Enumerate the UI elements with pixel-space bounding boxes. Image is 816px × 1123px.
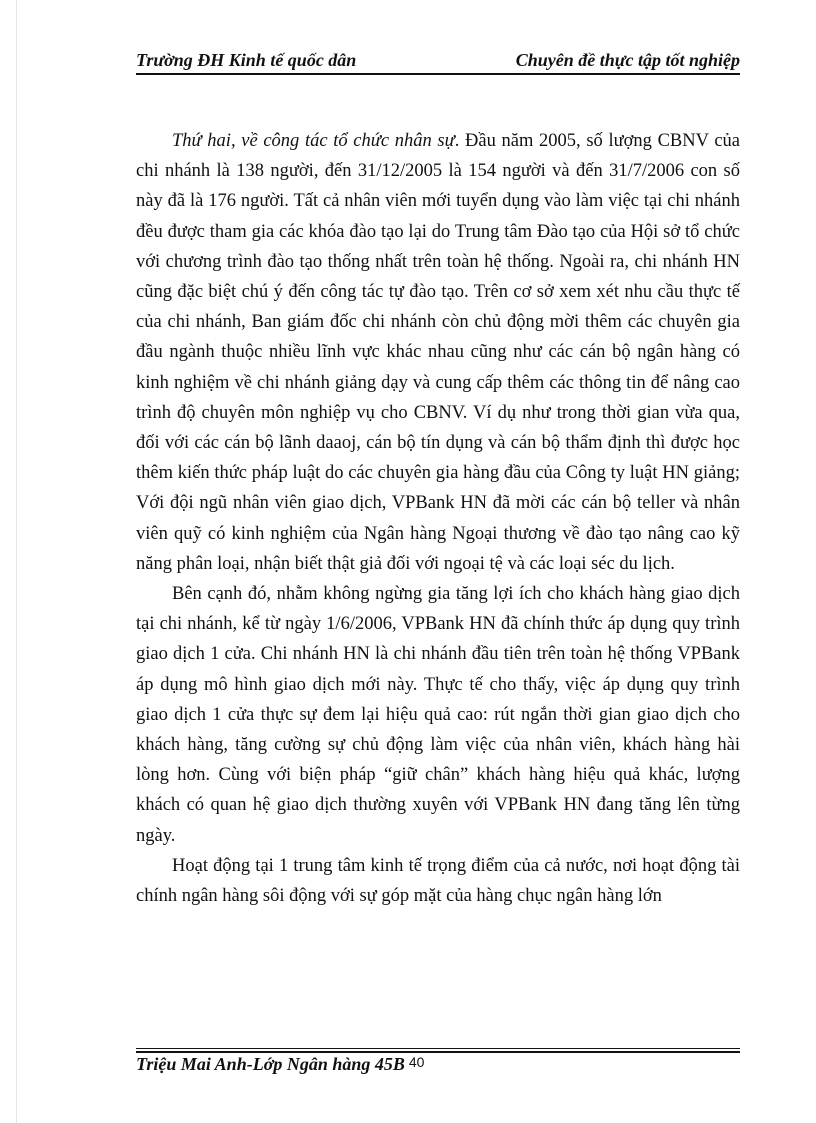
header-university: Trường ĐH Kinh tế quốc dân bbox=[136, 50, 357, 70]
page-header bbox=[136, 48, 740, 72]
paragraph-3: Hoạt động tại 1 trung tâm kinh tế trọng điểm của cả nước, nơi hoạt động tài chính ngân hàng sôi động với sự góp mặt của hàng chục ngân hàng lớn bbox=[136, 855, 740, 907]
paragraph-1 bbox=[136, 126, 740, 579]
footer-rule-thin bbox=[136, 1048, 740, 1049]
paragraph-2: Bên cạnh đó, nhằm không ngừng gia tăng lợi ích cho khách hàng giao dịch tại chi nhánh, kể từ ngày 1/6/2006, VPBank HN đã chính thức áp dụng quy trình giao dịch 1 cửa. Chi nhánh HN là chi nhánh đầu tiên trên toàn hệ thống VPBank áp dụng mô hình giao dịch mới này. Thực tế cho thấy, việc áp dụng quy trình giao dịch 1 cửa thực sự đem lại hiệu quả cao: rút ngắn thời gian giao dịch cho khách hàng, tăng cường sự chủ động làm việc của nhân viên, khách hàng hài lòng hơn. Cùng với biện pháp “giữ chân” khách hàng hiệu quả khác, lượng khách có quan hệ giao dịch thường xuyên với VPBank HN đang tăng lên từng ngày. bbox=[136, 584, 740, 846]
paragraph-1-lead: Thứ hai, về công tác tổ chức nhân sự bbox=[172, 131, 455, 151]
header-rule bbox=[136, 73, 740, 75]
body-text bbox=[136, 126, 740, 911]
footer-rule-thick bbox=[136, 1051, 740, 1053]
page-footer bbox=[136, 1054, 740, 1082]
page-edge-line bbox=[16, 0, 17, 1123]
page-number: 40 bbox=[408, 1054, 425, 1070]
footer-author: Triệu Mai Anh-Lớp Ngân hàng 45B bbox=[136, 1054, 405, 1074]
paragraph-1-text: . Đầu năm 2005, số lượng CBNV của chi nhánh là 138 người, đến 31/12/2005 là 154 người và đến 31/7/2006 con số này đã là 176 người. Tất cả nhân viên mới tuyển dụng vào làm việc tại chi nhánh đều được tham gia các khóa đào tạo lại do Trung tâm Đào tạo của Hội sở tổ chức với chương trình đào tạo thống nhất trên toàn hệ thống. Ngoài ra, chi nhánh HN cũng đặc biệt chú ý đến công tác tự đào tạo. Trên cơ sở xem xét nhu cầu thực tế của chi nhánh, Ban giám đốc chi nhánh còn chủ động mời thêm các chuyên gia đầu ngành thuộc nhiều lĩnh vực khác nhau cũng như các cán bộ ngân hàng có kinh nghiệm về chi nhánh giảng dạy và cung cấp thêm các thông tin để nâng cao trình độ chuyên môn nghiệp vụ cho CBNV. Ví dụ như trong thời gian vừa qua, đối với các cán bộ lãnh daaoj, cán bộ tín dụng và cán bộ thẩm định thì được học thêm kiến thức pháp luật do các chuyên gia hàng đầu của Công ty luật HN giảng; Với đội ngũ nhân viên giao dịch, VPBank HN đã mời các cán bộ teller và nhân viên quỹ có kinh nghiệm của Ngân hàng Ngoại thương về đào tạo nâng cao kỹ năng phân loại, nhận biết thật giả đối với ngoại tệ và các loại séc du lịch. bbox=[136, 131, 740, 574]
header-document-type: Chuyên đề thực tập tốt nghiệp bbox=[515, 50, 740, 70]
